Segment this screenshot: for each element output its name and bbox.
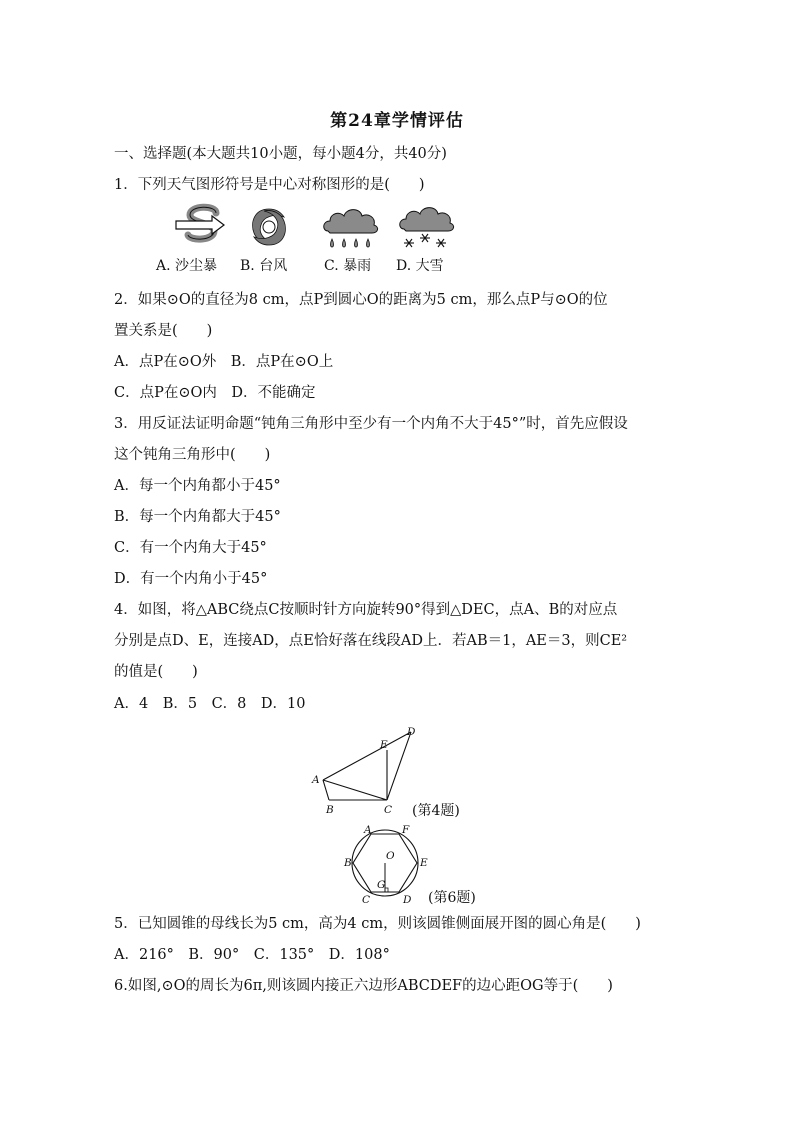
label-o: O [386, 850, 395, 862]
question-2-stem-line2: 置关系是( ) [114, 323, 213, 339]
question-2-stem-line1: 2．如果⊙O的直径为8 cm，点P到圆心O的距离为5 cm，那么点P与⊙O的位 [114, 292, 608, 308]
option-b: B. 台风 [240, 258, 288, 274]
label-d: D [403, 894, 412, 905]
question-1-stem: 1．下列天气图形符号是中心对称图形的是( ) [114, 177, 425, 193]
page-title: 第24章学情评估 [330, 111, 464, 131]
heavy-snow-icon [396, 203, 456, 253]
label-d: D [407, 726, 416, 738]
question-6-stem: 6.如图,⊙O的周长为6π,则该圆内接正六边形ABCDEF的边心距OG等于( ) [114, 978, 613, 994]
rotation-triangle-figure [305, 722, 425, 822]
question-3-option-c: C．有一个内角大于45° [114, 540, 267, 556]
figure-6-caption: (第6题) [428, 890, 476, 906]
question-4-stem-line2: 分别是点D、E，连接AD，点E恰好落在线段AD上．若AB＝1，AE＝3，则CE² [114, 633, 628, 649]
label-e: E [380, 739, 388, 751]
label-g: G [377, 879, 386, 891]
typhoon-icon [244, 203, 294, 251]
weather-symbols [170, 203, 470, 255]
question-3-option-a: A．每一个内角都小于45° [114, 478, 281, 494]
question-3-stem-line1: 3．用反证法证明命题“钝角三角形中至少有一个内角不大于45°”时，首先应假设 [114, 416, 628, 432]
question-2-options-line2: C．点P在⊙O内 D．不能确定 [114, 385, 316, 401]
question-5-options: A．216° B．90° C．135° D．108° [114, 947, 390, 963]
option-c: C. 暴雨 [324, 258, 372, 274]
weather-options [156, 255, 476, 275]
sandstorm-icon [172, 203, 232, 251]
label-c: C [362, 894, 371, 905]
question-4-stem-line1: 4．如图，将△ABC绕点C按顺时针方向旋转90°得到△DEC，点A、B的对应点 [114, 602, 618, 618]
label-a: A [364, 824, 372, 836]
question-4-stem-line3: 的值是( ) [114, 664, 198, 680]
label-e: E [420, 857, 428, 869]
question-3-option-b: B．每一个内角都大于45° [114, 509, 281, 525]
label-c: C [384, 804, 393, 816]
label-b: B [344, 857, 352, 869]
question-4-options: A．4 B．5 C．8 D．10 [114, 696, 306, 712]
question-3-option-d: D．有一个内角小于45° [114, 571, 268, 587]
label-f: F [402, 824, 410, 836]
rainstorm-icon [320, 203, 380, 253]
question-5-stem: 5．已知圆锥的母线长为5 cm，高为4 cm，则该圆锥侧面展开图的圆心角是( ) [114, 916, 641, 932]
question-2-options-line1: A．点P在⊙O外 B．点P在⊙O上 [114, 354, 334, 370]
option-a: A. 沙尘暴 [156, 258, 218, 274]
hexagon-circle-figure [340, 820, 430, 905]
question-3-stem-line2: 这个钝角三角形中( ) [114, 447, 271, 463]
figure-4-caption: (第4题) [412, 803, 460, 819]
label-a: A [312, 774, 320, 786]
label-b: B [326, 804, 334, 816]
option-d: D. 大雪 [396, 258, 444, 274]
section-heading: 一、选择题(本大题共10小题，每小题4分，共40分) [114, 146, 447, 162]
